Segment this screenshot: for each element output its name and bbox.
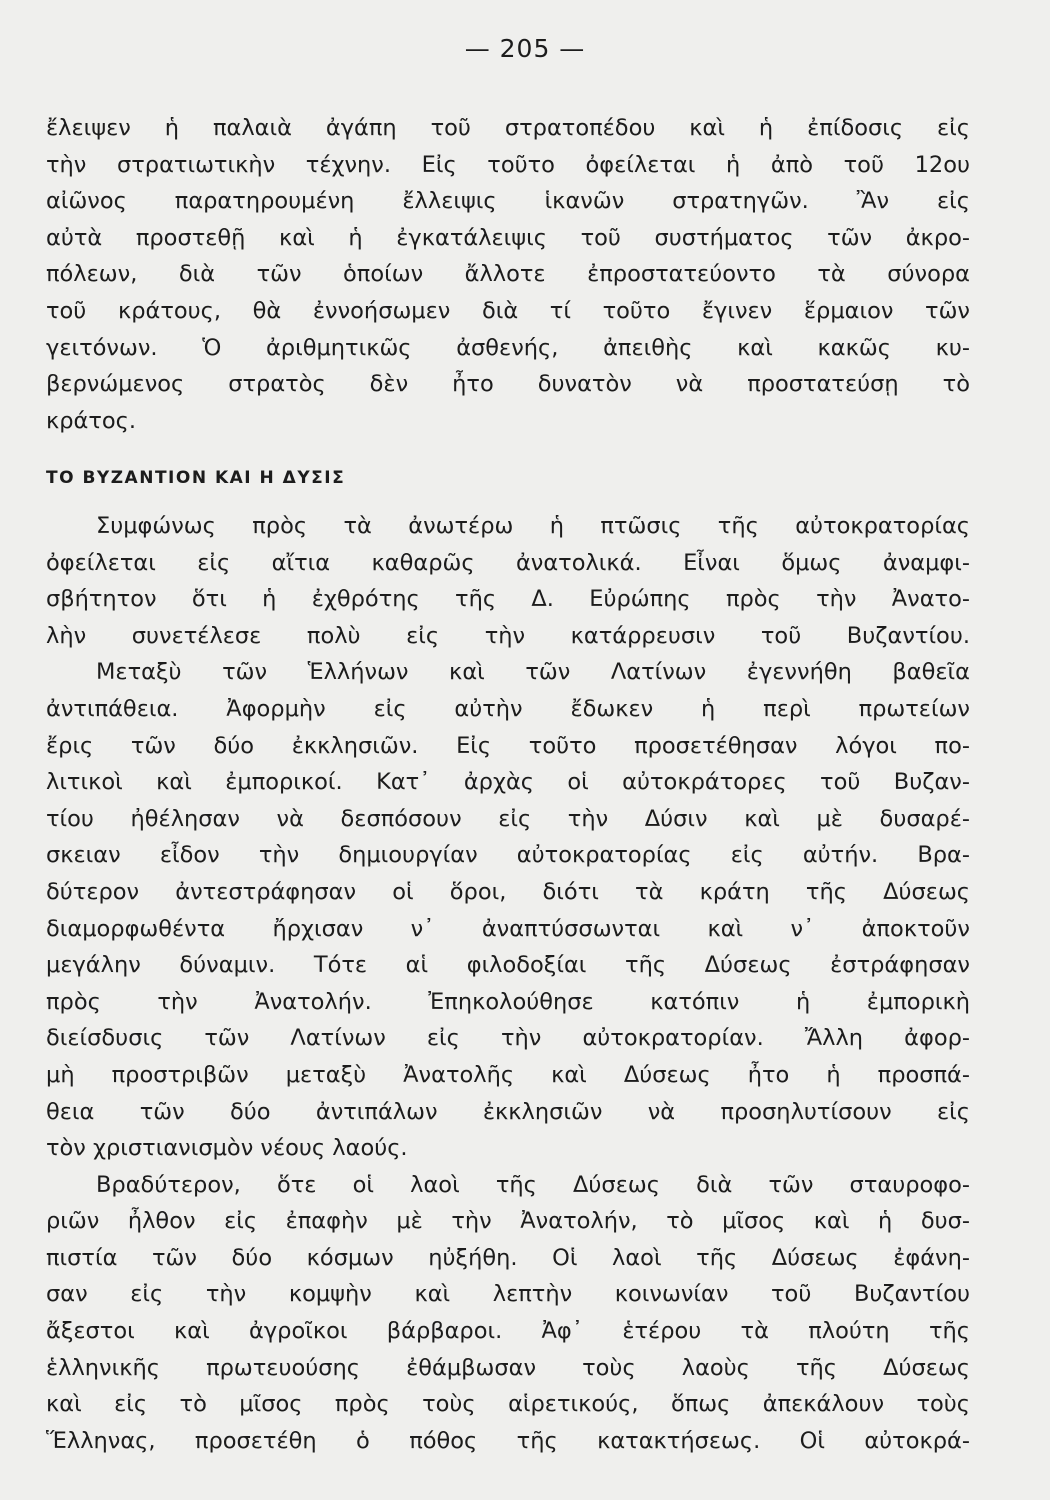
text-line: βερνώμενος στρατὸς δὲν ἦτο δυνατὸν νὰ προστατεύσῃ τὸ <box>46 371 970 398</box>
text-line: τοῦ κράτους, θὰ ἐννοήσωμεν διὰ τί τοῦτο ἔγινεν ἕρμαιον τῶν <box>46 297 970 324</box>
text-line: ἔλειψεν ἡ παλαιὰ ἀγάπη τοῦ στρατοπέδου καὶ ἡ ἐπίδοσις εἰς <box>46 115 970 141</box>
text-line: διείσδυσις τῶν Λατίνων εἰς τὴν αὐτοκρατορίαν. Ἄλλη ἀφορ- <box>46 1025 970 1052</box>
text-line: αὐτὰ προστεθῇ καὶ ἡ ἐγκατάλειψις τοῦ συστήματος τῶν ἀκρο- <box>46 224 970 251</box>
text-line: μὴ προστριβῶν μεταξὺ Ἀνατολῆς καὶ Δύσεως ἦτο ἡ προσπά- <box>46 1061 970 1088</box>
section-body <box>46 508 970 1459</box>
text-line: διαμορφωθέντα ἤρχισαν ν᾽ ἀναπτύσσωνται καὶ ν᾽ ἀποκτοῦν <box>46 915 970 942</box>
text-line: καὶ εἰς τὸ μῖσος πρὸς τοὺς αἱρετικούς, ὅπως ἀπεκάλουν τοὺς <box>46 1391 970 1418</box>
text-line: ἀντιπάθεια. Ἀφορμὴν εἰς αὐτὴν ἔδωκεν ἡ περὶ πρωτείων <box>46 695 970 722</box>
text-line: Ἕλληνας, προσετέθη ὁ πόθος τῆς κατακτήσεως. Οἱ αὐτοκρά- <box>46 1427 970 1454</box>
text-line: τὴν στρατιωτικὴν τέχνην. Εἰς τοῦτο ὀφείλεται ἡ ἀπὸ τοῦ 12ου <box>46 151 970 178</box>
text-line: γειτόνων. Ὁ ἀριθμητικῶς ἀσθενής, ἀπειθὴς καὶ κακῶς κυ- <box>46 334 970 361</box>
text-line: ἔρις τῶν δύο ἐκκλησιῶν. Εἰς τοῦτο προσετέθησαν λόγοι πο- <box>46 732 970 759</box>
section-heading: ΤΟ ΒΥΖΑΝΤΙΟΝ ΚΑΙ Η ΔΥΣΙΣ <box>46 468 346 488</box>
text-line: αἰῶνος παρατηρουμένη ἔλλειψις ἱκανῶν στρατηγῶν. Ἂν εἰς <box>46 188 970 215</box>
text-line: τὸν χριστιανισμὸν νέους λαούς. <box>46 1135 408 1162</box>
text-line: κράτος. <box>46 407 137 434</box>
text-line: θεια τῶν δύο ἀντιπάλων ἐκκλησιῶν νὰ προσηλυτίσουν εἰς <box>46 1098 970 1125</box>
text-line: πόλεων, διὰ τῶν ὁποίων ἄλλοτε ἐπροστατεύοντο τὰ σύνορα <box>46 261 970 288</box>
text-line: μεγάλην δύναμιν. Τότε αἱ φιλοδοξίαι τῆς Δύσεως ἐστράφησαν <box>46 952 970 979</box>
text-line: σαν εἰς τὴν κομψὴν καὶ λεπτὴν κοινωνίαν τοῦ Βυζαντίου <box>46 1281 970 1308</box>
text-line: λὴν συνετέλεσε πολὺ εἰς τὴν κατάρρευσιν τοῦ Βυζαντίου. <box>46 622 970 649</box>
text-line: πρὸς τὴν Ἀνατολήν. Ἐπηκολούθησε κατόπιν ἡ ἐμπορικὴ <box>46 988 970 1015</box>
text-line: τίου ἠθέλησαν νὰ δεσπόσουν εἰς τὴν Δύσιν καὶ μὲ δυσαρέ- <box>46 805 970 832</box>
text-line: ἄξεστοι καὶ ἀγροῖκοι βάρβαροι. Ἀφ᾽ ἑτέρου τὰ πλούτη τῆς <box>46 1318 970 1345</box>
text-line: Βραδύτερον, ὅτε οἱ λαοὶ τῆς Δύσεως διὰ τῶν σταυροφο- <box>96 1171 970 1198</box>
text-line: δύτερον ἀντεστράφησαν οἱ ὅροι, διότι τὰ κράτη τῆς Δύσεως <box>46 878 970 905</box>
text-line: σβήτητον ὅτι ἡ ἐχθρότης τῆς Δ. Εὐρώπης πρὸς τὴν Ἀνατο- <box>46 586 970 613</box>
text-line: Μεταξὺ τῶν Ἑλλήνων καὶ τῶν Λατίνων ἐγεννήθη βαθεῖα <box>96 659 970 686</box>
text-line: ἑλληνικῆς πρωτευούσης ἐθάμβωσαν τοὺς λαοὺς τῆς Δύσεως <box>46 1354 970 1381</box>
text-line: σκειαν εἶδον τὴν δημιουργίαν αὐτοκρατορίας εἰς αὐτήν. Βρα- <box>46 842 970 869</box>
text-line: ριῶν ἦλθον εἰς ἐπαφὴν μὲ τὴν Ἀνατολήν, τὸ μῖσος καὶ ἡ δυσ- <box>46 1208 970 1235</box>
text-line: Συμφώνως πρὸς τὰ ἀνωτέρω ἡ πτῶσις τῆς αὐτοκρατορίας <box>96 513 970 539</box>
text-line: ὀφείλεται εἰς αἴτια καθαρῶς ἀνατολικά. Εἶναι ὅμως ἀναμφι- <box>46 549 970 576</box>
text-line: λιτικοὶ καὶ ἐμπορικοί. Κατ᾽ ἀρχὰς οἱ αὐτοκράτορες τοῦ Βυζαν- <box>46 769 970 796</box>
text-line: πιστία τῶν δύο κόσμων ηὐξήθη. Οἱ λαοὶ τῆς Δύσεως ἐφάνη- <box>46 1244 970 1271</box>
paragraph-army-decline <box>46 110 970 439</box>
page-number: — 205 — <box>464 34 586 63</box>
